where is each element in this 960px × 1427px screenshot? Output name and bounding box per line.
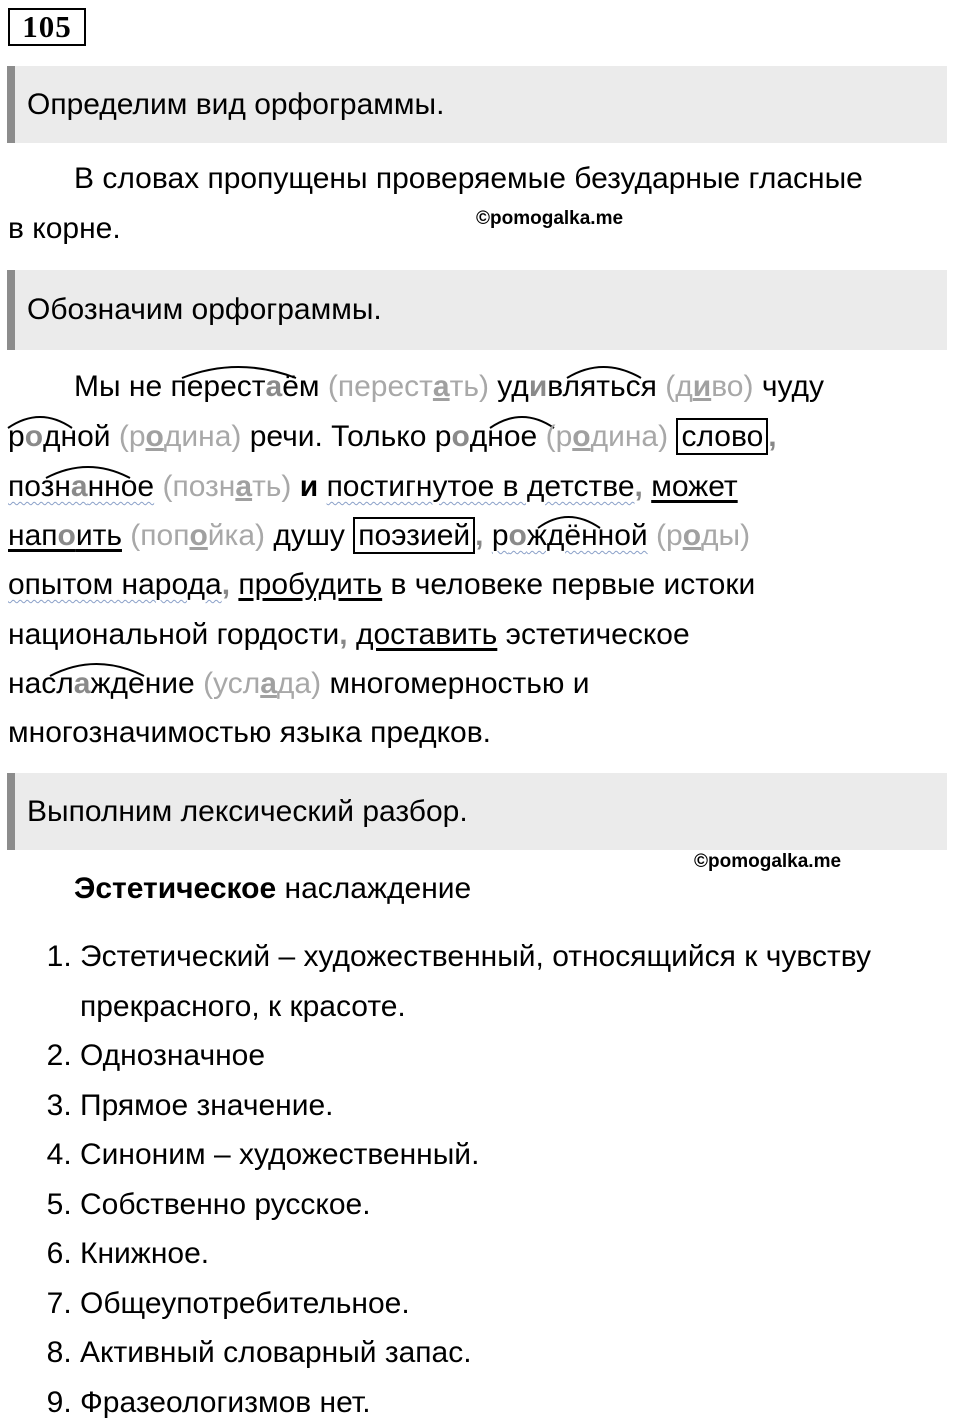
space [318,470,326,503]
word-rodnoy: родной [8,420,111,453]
space [483,519,491,552]
watermark: ©pomogalka.me [476,208,623,230]
list-item: 6. Книжное. [80,1229,940,1279]
predicate: пробудить [238,568,382,601]
lexical-analysis-list [40,932,940,1427]
comma: , [635,470,643,503]
task-number: 105 [8,8,86,46]
check-word: (познать) [154,470,300,503]
check-word: (попойка) [122,519,273,552]
participle: постигнутое в детстве [327,470,635,503]
word: чуду [762,370,824,403]
text-line-7 [8,667,590,701]
list-item: 1. Эстетический – художественный, относящийся к чувству прекрасного, к красоте. [80,932,940,1031]
comma: , [339,618,347,651]
text-line-2 [8,420,777,454]
list-item: 9. Фразеологизмов нет. [80,1378,940,1427]
analysed-word: Эстетическое [74,872,276,905]
section-header-orthogram-type: Определим вид орфограммы. [7,66,947,143]
check-word: (родина) [111,420,250,453]
word-rodnoe: родное [435,420,537,453]
text-line-1 [74,370,824,404]
comma: , [222,568,230,601]
comma: , [768,420,776,453]
word-napoit: напоить [8,519,122,552]
word: многомерностью и [329,667,589,700]
text-line-3 [8,470,738,504]
check-word: (диво) [657,370,762,403]
word-poznannoe: познанное [8,470,154,503]
word: душу [273,519,353,552]
phrase-rest: наслаждение [276,872,471,905]
list-item: 5. Собственно русское. [80,1180,940,1230]
section-header-mark-orthograms: Обозначим орфограммы. [7,270,947,350]
boxed-word-poeziey: поэзией [353,517,475,554]
list-item: 3. Прямое значение. [80,1081,940,1131]
check-word: (родина) [537,420,676,453]
word: эстетическое [497,618,689,651]
text-line-8: многозначимостью языка предков. [8,716,491,750]
text-line-6 [8,618,690,652]
space [643,470,651,503]
word: в человеке первые истоки [382,568,755,601]
list-item: 7. Общеупотребительное. [80,1279,940,1329]
check-word: (перестать) [320,370,498,403]
word-udivlyatsya: удивляться [497,370,657,403]
word-rozhdennoy: рождённой [492,519,648,552]
word: речи. Только [250,420,435,453]
word: национальной гордости [8,618,339,651]
answer-line-2: в корне. [8,212,121,246]
analysed-phrase [74,872,471,906]
boxed-word-slovo: слово [676,418,768,455]
text-line-4 [8,519,750,553]
word-naslazhdenie: наслаждение [8,667,195,700]
check-word: (услада) [195,667,330,700]
phrase: опытом народа [8,568,222,601]
check-word: (роды) [648,519,750,552]
section-header-lexical-analysis: Выполним лексический разбор. [7,773,947,850]
list-item: 4. Синоним – художественный. [80,1130,940,1180]
predicate: может [651,470,737,503]
word: Мы не [74,370,170,403]
comma: , [475,519,483,552]
list-item: 2. Однозначное [80,1031,940,1081]
predicate: доставить [356,618,497,651]
answer-line-1: В словах пропущены проверяемые безударные гласные [74,162,863,196]
watermark: ©pomogalka.me [694,851,841,873]
word-perestaem: перестаём [170,370,319,403]
space [348,618,356,651]
text-line-5 [8,568,755,602]
conjunction: и [300,470,318,503]
list-item: 8. Активный словарный запас. [80,1328,940,1378]
